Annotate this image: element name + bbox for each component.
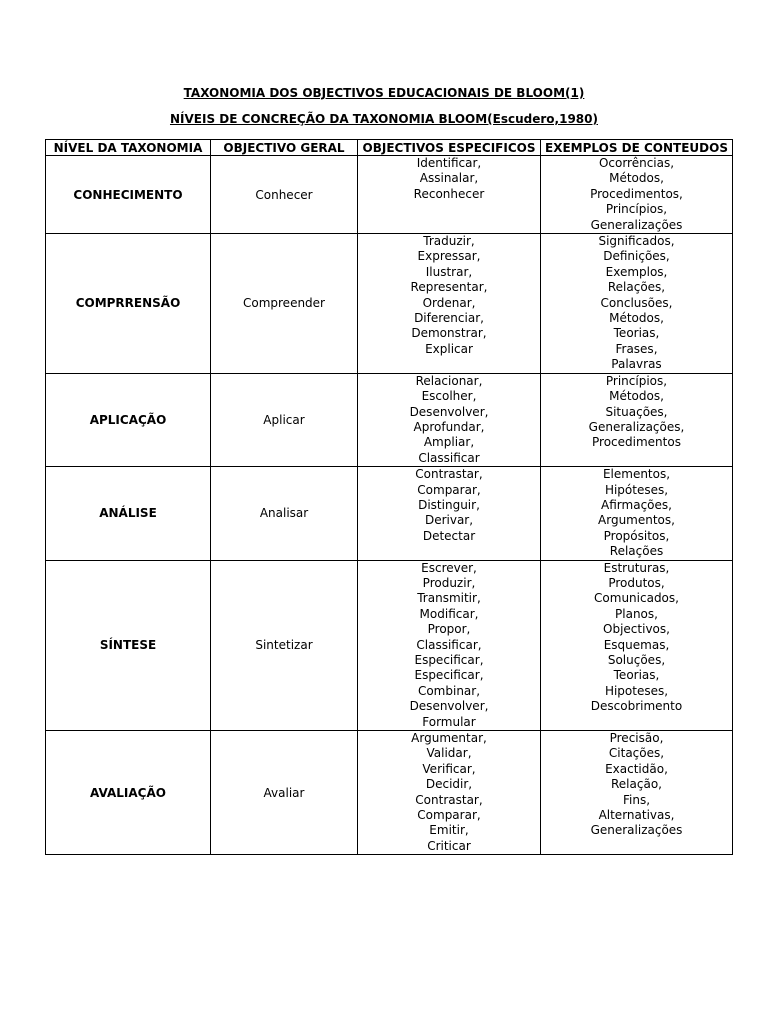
content-example-item: Hipoteses, [604, 683, 669, 698]
content-example-item: Soluções, [607, 653, 666, 667]
content-example-item: Generalizações [590, 217, 683, 232]
specific-objective-item: Classificar [418, 450, 480, 465]
content-example-item: Exactidão, [605, 761, 668, 776]
level-cell: CONHECIMENTO [46, 156, 211, 234]
content-example-item: Relações, [607, 280, 666, 295]
content-example-item: Teorias, [613, 326, 660, 341]
content-example-item: Situações, [605, 404, 668, 419]
content-example-item: Produtos, [608, 575, 665, 590]
level-cell: AVALIAÇÃO [46, 731, 211, 855]
content-example-item: Métodos, [609, 389, 664, 404]
goal-cell: Sintetizar [211, 560, 358, 730]
taxonomy-table [45, 139, 733, 855]
specific-objectives-cell [358, 467, 541, 560]
content-example-item: Elementos, [602, 467, 671, 482]
specific-objective-item: Derivar, [424, 513, 474, 528]
specific-objective-item: Identificar, [416, 156, 482, 170]
specific-objective-item: Desenvolver, [409, 699, 489, 714]
document-title: TAXONOMIA DOS OBJECTIVOS EDUCACIONAIS DE BLOOM(1) [183, 86, 585, 100]
content-example-item: Métodos, [609, 171, 664, 186]
content-example-item: Princípios, [605, 202, 668, 217]
goal-cell: Avaliar [211, 731, 358, 855]
specific-objective-item: Traduzir, [423, 234, 475, 249]
specific-objective-item: Validar, [426, 746, 472, 761]
specific-objective-item: Reconhecer [413, 186, 485, 201]
table-row [46, 373, 733, 466]
content-example-item: Princípios, [605, 373, 668, 388]
specific-objective-item: Ordenar, [422, 295, 476, 310]
content-examples-cell [541, 731, 733, 855]
specific-objective-item: Assinalar, [419, 171, 479, 186]
content-examples-cell [541, 373, 733, 466]
level-cell: SÍNTESE [46, 560, 211, 730]
specific-objective-item: Desenvolver, [409, 404, 489, 419]
table-header-row [46, 140, 733, 156]
content-example-item: Comunicados, [594, 591, 679, 606]
goal-cell: Compreender [211, 234, 358, 374]
specific-objective-item: Explicar [425, 341, 473, 356]
goal-cell: Conhecer [211, 156, 358, 234]
level-cell: COMPRRENSÃO [46, 234, 211, 374]
specific-objective-item: Modificar, [419, 606, 479, 621]
specific-objective-item: Ilustrar, [425, 264, 473, 279]
specific-objective-item: Representar, [410, 280, 488, 295]
header-nivel: NÍVEL DA TAXONOMIA [46, 140, 211, 156]
specific-objective-item: Detectar [422, 528, 476, 543]
specific-objectives-cell [358, 234, 541, 374]
specific-objective-item: Contrastar, [415, 467, 483, 482]
content-example-item: Afirmações, [601, 497, 672, 512]
specific-objective-item: Combinar, [417, 683, 481, 698]
header-exemplos-conteudos: EXEMPLOS DE CONTEUDOS [541, 140, 733, 156]
specific-objective-item: Relacionar, [415, 373, 483, 388]
specific-objective-item: Demonstrar, [411, 326, 487, 341]
level-cell: ANÁLISE [46, 467, 211, 560]
content-example-item: Procedimentos [592, 435, 681, 450]
header-objectivos-especificos: OBJECTIVOS ESPECIFICOS [358, 140, 541, 156]
document-subtitle: NÍVEIS DE CONCREÇÃO DA TAXONOMIA BLOOM(Escudero,1980) [169, 112, 598, 126]
content-example-item: Hipóteses, [604, 482, 669, 497]
specific-objectives-cell [358, 560, 541, 730]
content-example-item: Procedimentos, [590, 186, 683, 201]
specific-objective-item: Aprofundar, [413, 419, 485, 434]
table-row [46, 467, 733, 560]
content-example-item: Teorias, [613, 668, 660, 683]
content-example-item: Citações, [608, 746, 665, 761]
header-objectivo-geral: OBJECTIVO GERAL [211, 140, 358, 156]
specific-objective-item: Transmitir, [417, 591, 481, 606]
specific-objective-item: Criticar [427, 838, 471, 853]
content-example-item: Fins, [622, 792, 651, 807]
content-example-item: Descobrimento [590, 699, 683, 714]
specific-objective-item: Diferenciar, [414, 311, 484, 326]
content-example-item: Planos, [615, 606, 658, 621]
specific-objective-item: Produzir, [422, 575, 476, 590]
specific-objective-item: Argumentar, [411, 731, 487, 746]
table-row [46, 560, 733, 730]
content-example-item: Alternativas, [598, 808, 675, 823]
specific-objective-item: Emitir, [429, 823, 469, 838]
table-row [46, 731, 733, 855]
content-examples-cell [541, 467, 733, 560]
content-example-item: Ocorrências, [598, 156, 675, 170]
specific-objective-item: Especificar, [414, 668, 484, 683]
specific-objective-item: Propor, [427, 622, 471, 637]
content-example-item: Métodos, [609, 311, 664, 326]
content-example-item: Argumentos, [598, 513, 675, 528]
specific-objective-item: Contrastar, [415, 792, 483, 807]
content-example-item: Definições, [603, 249, 670, 264]
specific-objectives-cell [358, 731, 541, 855]
specific-objective-item: Comparar, [417, 482, 481, 497]
content-example-item: Relações [609, 544, 664, 559]
specific-objective-item: Ampliar, [423, 435, 475, 450]
content-example-item: Palavras [611, 357, 662, 372]
content-example-item: Generalizações [590, 823, 683, 838]
content-example-item: Frases, [615, 341, 658, 356]
level-cell: APLICAÇÃO [46, 373, 211, 466]
specific-objectives-cell [358, 373, 541, 466]
content-example-item: Significados, [598, 234, 675, 249]
content-example-item: Precisão, [609, 731, 664, 746]
content-examples-cell [541, 560, 733, 730]
content-example-item: Generalizações, [588, 419, 685, 434]
content-example-item: Exemplos, [605, 264, 668, 279]
content-examples-cell [541, 234, 733, 374]
specific-objective-item: Decidir, [425, 777, 473, 792]
specific-objective-item: Verificar, [422, 761, 476, 776]
goal-cell: Aplicar [211, 373, 358, 466]
specific-objectives-cell [358, 156, 541, 234]
specific-objective-item: Especificar, [414, 653, 484, 667]
content-example-item: Estruturas, [603, 560, 670, 575]
content-example-item: Esquemas, [603, 637, 670, 652]
goal-cell: Analisar [211, 467, 358, 560]
specific-objective-item: Comparar, [417, 808, 481, 823]
content-examples-cell [541, 156, 733, 234]
content-example-item: Conclusões, [600, 295, 673, 310]
specific-objective-item: Escolher, [421, 389, 477, 404]
specific-objective-item: Classificar, [416, 637, 482, 652]
specific-objective-item: Distinguir, [418, 497, 480, 512]
table-row [46, 156, 733, 234]
specific-objective-item: Formular [422, 714, 476, 729]
specific-objective-item: Escrever, [421, 560, 477, 575]
content-example-item: Propósitos, [603, 528, 670, 543]
specific-objective-item: Expressar, [417, 249, 481, 264]
table-row [46, 234, 733, 374]
content-example-item: Objectivos, [603, 622, 670, 637]
content-example-item: Relação, [611, 777, 662, 792]
